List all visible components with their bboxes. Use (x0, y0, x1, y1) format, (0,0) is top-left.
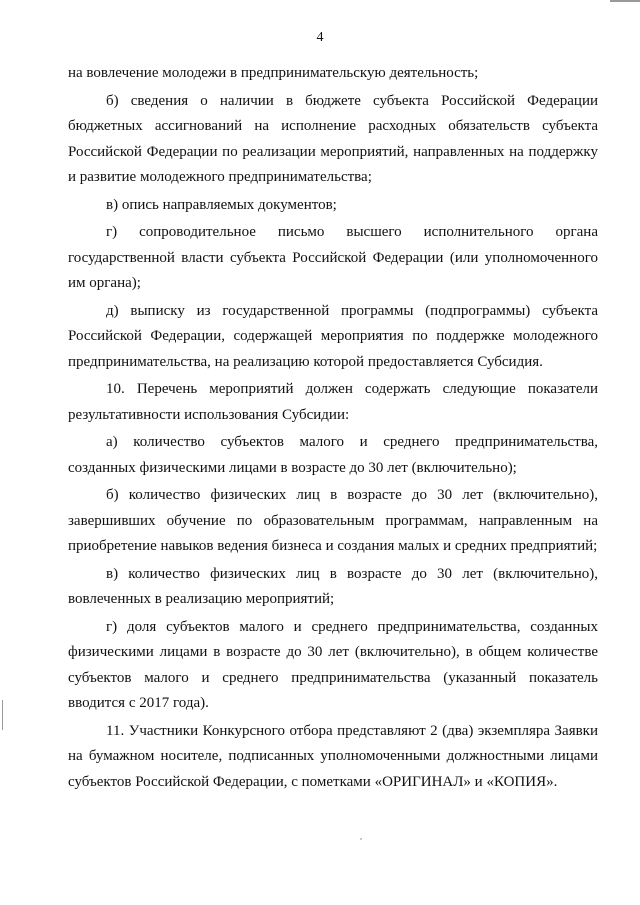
scan-artifact-top (610, 0, 640, 2)
indicator-a: а) количество субъектов малого и среднего предпринимательства, созданных физическими лицами в возрасте до 30 лет (включительно); (68, 434, 598, 476)
scan-speck (360, 838, 362, 840)
paragraph-continuation: на вовлечение молодежи в предпринимательскую деятельность; (68, 65, 479, 81)
indicator-b: б) количество физических лиц в возрасте до 30 лет (включительно), завершивших обучение по образовательным программам, направленным на приобретение навыков ведения бизнеса и создания малых и средних предприятий; (68, 487, 598, 554)
document-body (68, 61, 598, 795)
list-item-b: б) сведения о наличии в бюджете субъекта Российской Федерации бюджетных ассигнований на исполнение расходных обязательств субъекта Российской Федерации по реализации мероприятий, направленных на поддержку и развитие молодежного предпринимательства; (68, 92, 598, 185)
list-item-g: г) сопроводительное письмо высшего исполнительного органа государственной власти субъекта Российской Федерации (или уполномоченного им органа); (68, 224, 598, 291)
indicator-g: г) доля субъектов малого и среднего предпринимательства, созданных физическими лицами в возрасте до 30 лет (включительно), в общем количестве субъектов малого и среднего предпринимательства (указанный показатель вводится с 2017 года). (68, 618, 598, 711)
clause-11: 11. Участники Конкурсного отбора представляют 2 (два) экземпляра Заявки на бумажном носителе, подписанных уполномоченными должностными лицами субъектов Российской Федерации, с пометками «ОРИГИНАЛ» и «КОПИЯ». (68, 722, 598, 790)
list-item-d: д) выписку из государственной программы (подпрограммы) субъекта Российской Федерации, содержащей мероприятия по поддержке молодежного предпринимательства, на реализацию которой предоставляется Субсидия. (68, 302, 598, 370)
scan-artifact-left (2, 700, 3, 730)
page-number: 4 (316, 30, 324, 45)
list-item-v: в) опись направляемых документов; (106, 196, 337, 213)
clause-10: 10. Перечень мероприятий должен содержать следующие показатели результативности использования Субсидии: (68, 381, 598, 423)
indicator-v: в) количество физических лиц в возрасте до 30 лет (включительно), вовлеченных в реализацию мероприятий; (68, 565, 598, 607)
